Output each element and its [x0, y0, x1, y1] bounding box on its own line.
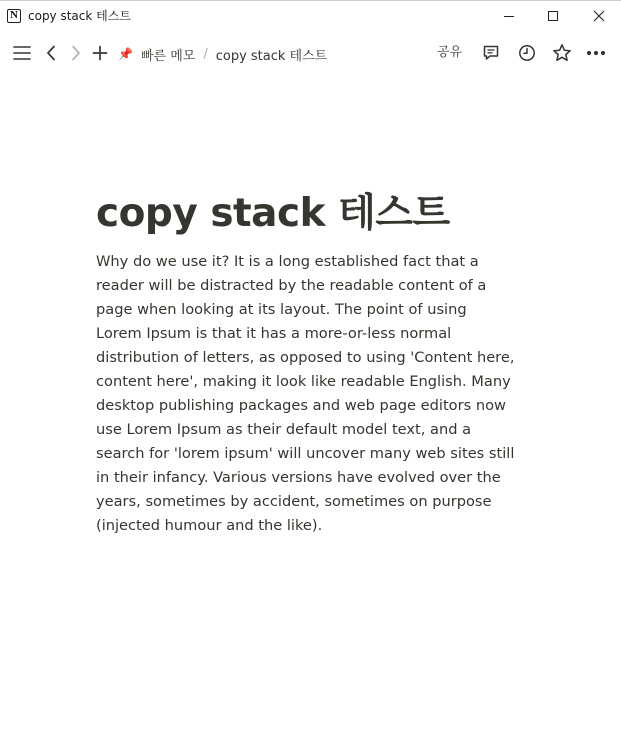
more-options-button[interactable]: [585, 42, 607, 64]
notion-app-icon: N: [7, 9, 21, 23]
chevron-left-icon: [45, 45, 57, 61]
sidebar-toggle-button[interactable]: [11, 42, 33, 64]
breadcrumb-item-current-page[interactable]: copy stack 테스트: [215, 48, 328, 64]
minimize-button[interactable]: [486, 1, 532, 31]
menu-icon: [13, 45, 31, 61]
more-horizontal-icon: [586, 50, 606, 56]
back-button[interactable]: [40, 42, 62, 64]
top-toolbar: [0, 30, 621, 76]
share-button[interactable]: 공유: [437, 45, 463, 60]
maximize-button[interactable]: [530, 1, 576, 31]
title-bar: [0, 0, 621, 30]
updates-button[interactable]: [516, 42, 538, 64]
breadcrumb-item-quick-note[interactable]: 빠른 메모: [140, 48, 196, 64]
favorite-button[interactable]: [551, 42, 573, 64]
chevron-right-icon: [70, 45, 82, 61]
page-title[interactable]: copy stack 테스트: [96, 191, 450, 236]
close-button[interactable]: [576, 1, 621, 31]
breadcrumb: [118, 44, 327, 64]
star-icon: [552, 43, 572, 63]
forward-button[interactable]: [65, 42, 87, 64]
page-body-text[interactable]: Why do we use it? It is a long established fact that a reader will be distracted by the readable content of a page when looking at its layout. The point of using Lorem Ipsum is that it has a more-or-less normal distribution of letters, as opposed to using 'Content here, content here', making it look like readable English. Many desktop publishing packages and web page editors now use Lorem Ipsum as their default model text, and a search for 'lorem ipsum' will uncover many web sites still in their infancy. Various versions have evolved over the years, sometimes by accident, sometimes on purpose (injected humour and the like).: [96, 253, 515, 534]
minimize-icon: [503, 10, 515, 22]
maximize-icon: [547, 10, 559, 22]
pin-icon: 📌: [118, 47, 133, 61]
close-icon: [593, 10, 605, 22]
comment-icon: [482, 44, 500, 62]
window-title: copy stack 테스트: [28, 9, 131, 23]
comments-button[interactable]: [480, 42, 502, 64]
breadcrumb-separator: /: [203, 46, 208, 62]
new-page-button[interactable]: [89, 42, 111, 64]
plus-icon: [92, 45, 108, 61]
clock-icon: [518, 44, 536, 62]
